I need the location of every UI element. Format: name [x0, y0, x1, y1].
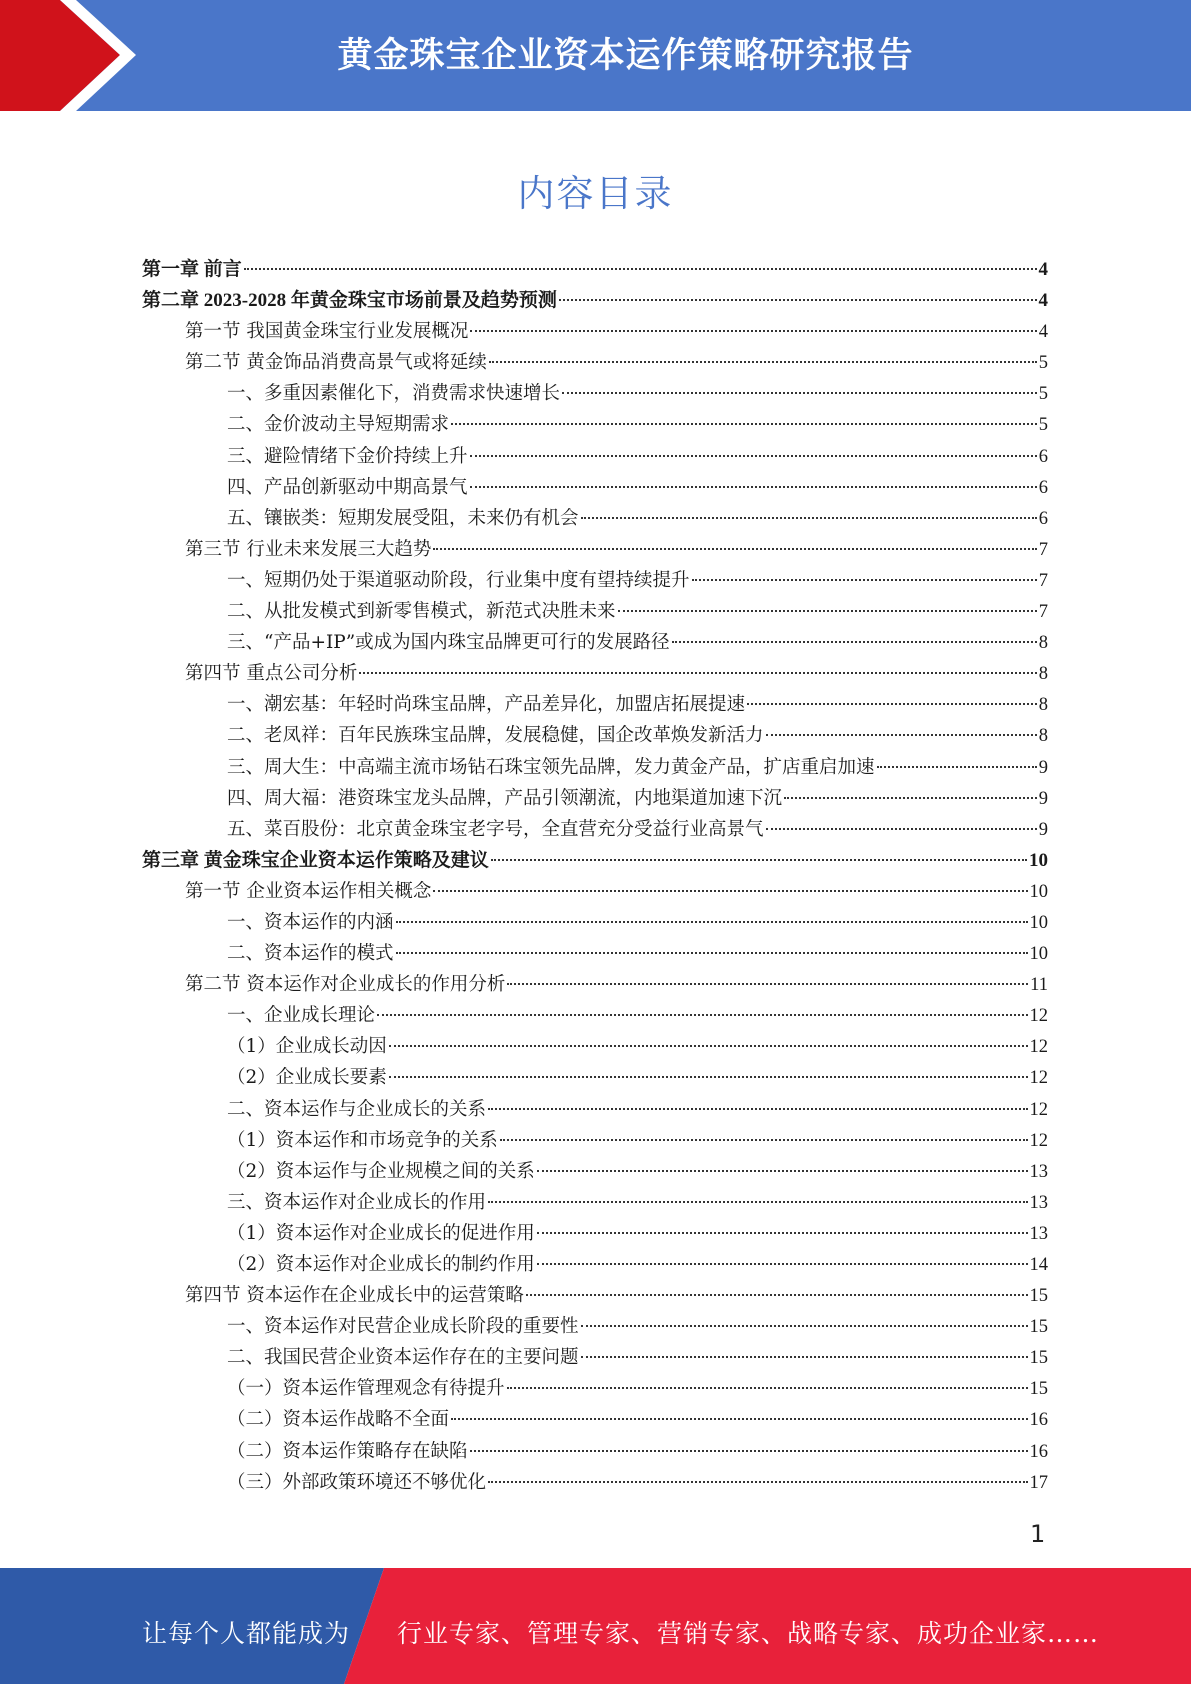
dot-leader [507, 983, 1028, 985]
toc-entry-title: （2）资本运作与企业规模之间的关系 [227, 1160, 535, 1182]
toc-entry-page: 6 [1038, 508, 1048, 529]
toc-entry[interactable] [142, 441, 1048, 472]
toc-entry[interactable] [142, 1000, 1048, 1031]
dot-leader [451, 1418, 1027, 1420]
toc-entry-title: 五、菜百股份：北京黄金珠宝老字号，全直营充分受益行业高景气 [227, 818, 764, 840]
toc-entry-title: 第一节 我国黄金珠宝行业发展概况 [185, 321, 469, 343]
toc-entry-page: 15 [1029, 1286, 1048, 1307]
toc-entry[interactable] [142, 1156, 1048, 1187]
dot-leader [470, 1450, 1028, 1452]
toc-entry[interactable] [142, 1311, 1048, 1342]
dot-leader [433, 548, 1036, 550]
toc-entry-title: 二、资本运作与企业成长的关系 [227, 1098, 487, 1120]
dot-leader [396, 952, 1028, 954]
toc-entry-page: 5 [1038, 384, 1048, 405]
toc-entry[interactable] [142, 938, 1048, 969]
dot-leader [537, 1170, 1028, 1172]
toc-entry[interactable] [142, 1062, 1048, 1093]
dot-leader [359, 672, 1036, 674]
page-footer [0, 1568, 1191, 1684]
toc-entry[interactable] [142, 876, 1048, 907]
toc-entry[interactable] [142, 1404, 1048, 1435]
toc-entry[interactable] [142, 1187, 1048, 1218]
toc-entry[interactable] [142, 472, 1048, 503]
dot-leader [389, 1076, 1028, 1078]
toc-entry[interactable] [142, 969, 1048, 1000]
dot-leader [507, 1387, 1028, 1389]
toc-entry-title: 二、金价波动主导短期需求 [227, 414, 450, 436]
toc-entry-page: 16 [1029, 1441, 1048, 1462]
toc-entry[interactable] [142, 1342, 1048, 1373]
toc-entry-title: （2）企业成长要素 [227, 1067, 387, 1089]
toc-entry[interactable] [142, 845, 1048, 876]
dot-leader [537, 1263, 1028, 1265]
dot-leader [470, 330, 1036, 332]
toc-entry-page: 7 [1038, 539, 1048, 560]
toc-entry[interactable] [142, 783, 1048, 814]
dot-leader [766, 734, 1037, 736]
dot-leader [526, 1294, 1028, 1296]
toc-entry[interactable] [142, 378, 1048, 409]
dot-leader [877, 766, 1037, 768]
dot-leader [692, 579, 1037, 581]
toc-entry-page: 17 [1029, 1472, 1048, 1493]
dot-leader [784, 797, 1037, 799]
dot-leader [618, 610, 1037, 612]
dot-leader [489, 361, 1037, 363]
toc-entry-page: 13 [1029, 1161, 1048, 1182]
footer-slogan-left: 让每个人都能成为 [142, 1619, 351, 1648]
toc-entry-title: 第四节 重点公司分析 [185, 663, 358, 685]
toc-entry[interactable] [142, 409, 1048, 440]
dot-leader [562, 392, 1037, 394]
toc-entry[interactable] [142, 254, 1048, 285]
toc-entry[interactable] [142, 596, 1048, 627]
toc-entry-title: 第三章 黄金珠宝企业资本运作策略及建议 [142, 849, 489, 871]
toc-entry-page: 8 [1038, 664, 1048, 685]
toc-entry[interactable] [142, 1031, 1048, 1062]
dot-leader [244, 268, 1037, 270]
toc-entry-page: 12 [1029, 1037, 1048, 1058]
dot-leader [500, 1139, 1028, 1141]
toc-entry-title: 第一节 企业资本运作相关概念 [185, 880, 432, 902]
toc-entry-title: （1）资本运作和市场竞争的关系 [227, 1129, 498, 1151]
toc-entry-page: 10 [1029, 912, 1048, 933]
dot-leader [377, 1014, 1027, 1016]
table-of-contents [142, 254, 1048, 1498]
dot-leader [451, 423, 1037, 425]
toc-entry-title: 五、镶嵌类：短期发展受阻，未来仍有机会 [227, 507, 579, 529]
toc-entry[interactable] [142, 1094, 1048, 1125]
toc-entry-page: 15 [1029, 1379, 1048, 1400]
toc-entry-title: （2）资本运作对企业成长的制约作用 [227, 1254, 535, 1275]
toc-entry-title: （1）资本运作对企业成长的促进作用 [227, 1222, 535, 1244]
toc-entry[interactable] [142, 316, 1048, 347]
dot-leader [488, 1481, 1027, 1483]
toc-entry[interactable] [142, 347, 1048, 378]
toc-entry-title: 四、周大福：港资珠宝龙头品牌，产品引领潮流，内地渠道加速下沉 [227, 787, 783, 809]
toc-entry-page: 15 [1029, 1317, 1048, 1338]
toc-entry-page: 13 [1029, 1223, 1048, 1244]
toc-entry-page: 5 [1038, 353, 1048, 374]
toc-entry-title: （1）企业成长动因 [227, 1036, 387, 1058]
toc-entry-title: 三、周大生：中高端主流市场钻石珠宝领先品牌，发力黄金产品，扩店重启加速 [227, 756, 875, 778]
toc-entry-title: （二）资本运作策略存在缺陷 [227, 1440, 468, 1462]
toc-entry-page: 7 [1038, 602, 1048, 623]
toc-entry-page: 8 [1038, 695, 1048, 716]
toc-entry-page: 11 [1030, 975, 1048, 996]
toc-entry-page: 12 [1029, 1130, 1048, 1151]
toc-entry-page: 12 [1029, 1006, 1048, 1027]
dot-leader [747, 703, 1037, 705]
toc-entry[interactable] [142, 503, 1048, 534]
toc-entry-page: 13 [1029, 1192, 1048, 1213]
toc-entry[interactable] [142, 285, 1048, 316]
toc-entry-page: 6 [1038, 477, 1048, 498]
toc-entry-page: 12 [1029, 1068, 1048, 1089]
toc-entry-page: 10 [1029, 944, 1048, 965]
toc-entry-title: 一、企业成长理论 [227, 1005, 376, 1027]
toc-entry[interactable] [142, 907, 1048, 938]
toc-entry-page: 5 [1038, 415, 1048, 436]
toc-entry-page: 8 [1038, 726, 1048, 747]
toc-entry[interactable] [142, 814, 1048, 845]
toc-entry-title: 一、资本运作对民营企业成长阶段的重要性 [227, 1316, 579, 1338]
report-title: 黄金珠宝企业资本运作策略研究报告 [337, 36, 914, 76]
toc-entry[interactable] [142, 565, 1048, 596]
toc-entry[interactable] [142, 689, 1048, 720]
toc-entry-page: 6 [1038, 446, 1048, 467]
toc-entry-title: 四、产品创新驱动中期高景气 [227, 476, 468, 498]
toc-heading: 内容目录 [517, 172, 674, 215]
toc-entry-page: 7 [1038, 570, 1048, 591]
toc-entry-page: 14 [1029, 1255, 1048, 1275]
dot-leader [581, 517, 1037, 519]
toc-entry[interactable] [142, 1436, 1048, 1467]
toc-entry-page: 9 [1038, 819, 1048, 840]
toc-entry-title: （三）外部政策环境还不够优化 [227, 1471, 487, 1493]
toc-entry-title: 二、从批发模式到新零售模式，新范式决胜未来 [227, 601, 616, 623]
dot-leader [470, 455, 1037, 457]
toc-entry-title: 第二章 2023-2028 年黄金珠宝市场前景及趋势预测 [142, 290, 557, 312]
toc-entry-title: 第二节 资本运作对企业成长的作用分析 [185, 974, 506, 996]
toc-entry-title: 二、我国民营企业资本运作存在的主要问题 [227, 1347, 579, 1369]
toc-entry-title: 第一章 前言 [142, 259, 242, 280]
toc-entry-title: 一、潮宏基：年轻时尚珠宝品牌，产品差异化，加盟店拓展提速 [227, 694, 746, 716]
toc-entry-page: 4 [1038, 322, 1048, 343]
toc-entry-title: 一、资本运作的内涵 [227, 911, 394, 933]
toc-entry-title: 第二节 黄金饰品消费高景气或将延续 [185, 352, 487, 374]
dot-leader [581, 1356, 1028, 1358]
toc-entry-page: 4 [1038, 290, 1048, 312]
dot-leader [559, 299, 1037, 301]
footer-slogan-right: 行业专家、管理专家、营销专家、战略专家、成功企业家…… [397, 1619, 1100, 1648]
toc-entry-title: 三、“产品+IP”或成为国内珠宝品牌更可行的发展路径 [227, 632, 670, 654]
toc-entry[interactable] [142, 1373, 1048, 1404]
toc-entry-title: 二、资本运作的模式 [227, 943, 394, 965]
toc-entry-title: 三、资本运作对企业成长的作用 [227, 1191, 487, 1213]
toc-entry-title: 第四节 资本运作在企业成长中的运营策略 [185, 1285, 524, 1307]
toc-entry[interactable] [142, 658, 1048, 689]
dot-leader [491, 859, 1027, 861]
toc-entry[interactable] [142, 720, 1048, 751]
toc-entry[interactable] [142, 534, 1048, 565]
toc-entry-page: 16 [1029, 1410, 1048, 1431]
toc-entry[interactable] [142, 1125, 1048, 1156]
dot-leader [537, 1232, 1028, 1234]
dot-leader [766, 828, 1037, 830]
toc-entry[interactable] [142, 752, 1048, 783]
toc-entry-page: 8 [1038, 633, 1048, 654]
dot-leader [488, 1201, 1027, 1203]
toc-entry-title: 二、老凤祥：百年民族珠宝品牌，发展稳健，国企改革焕发新活力 [227, 725, 764, 747]
toc-entry[interactable] [142, 1280, 1048, 1311]
toc-entry-title: 第三节 行业未来发展三大趋势 [185, 538, 432, 560]
dot-leader [389, 1045, 1028, 1047]
toc-entry[interactable] [142, 627, 1048, 658]
toc-entry[interactable] [142, 1249, 1048, 1280]
toc-entry-title: 一、短期仍处于渠道驱动阶段，行业集中度有望持续提升 [227, 569, 690, 591]
dot-leader [470, 486, 1037, 488]
page-header [0, 0, 1191, 111]
toc-entry-title: （二）资本运作战略不全面 [227, 1409, 450, 1431]
toc-entry-page: 10 [1029, 881, 1048, 902]
toc-entry[interactable] [142, 1467, 1048, 1498]
toc-entry-page: 10 [1029, 849, 1048, 871]
toc-entry-title: 三、避险情绪下金价持续上升 [227, 445, 468, 467]
toc-entry-page: 9 [1038, 757, 1048, 778]
toc-entry-page: 9 [1038, 788, 1048, 809]
dot-leader [433, 890, 1027, 892]
toc-entry-page: 4 [1038, 259, 1048, 280]
toc-entry-page: 15 [1029, 1348, 1048, 1369]
toc-entry[interactable] [142, 1218, 1048, 1249]
dot-leader [488, 1108, 1027, 1110]
dot-leader [672, 641, 1037, 643]
dot-leader [581, 1325, 1028, 1327]
page-number: 1 [1030, 1520, 1046, 1548]
dot-leader [396, 921, 1028, 923]
toc-entry-title: （一）资本运作管理观念有待提升 [227, 1378, 505, 1400]
toc-entry-title: 一、多重因素催化下，消费需求快速增长 [227, 383, 561, 405]
toc-entry-page: 12 [1029, 1099, 1048, 1120]
